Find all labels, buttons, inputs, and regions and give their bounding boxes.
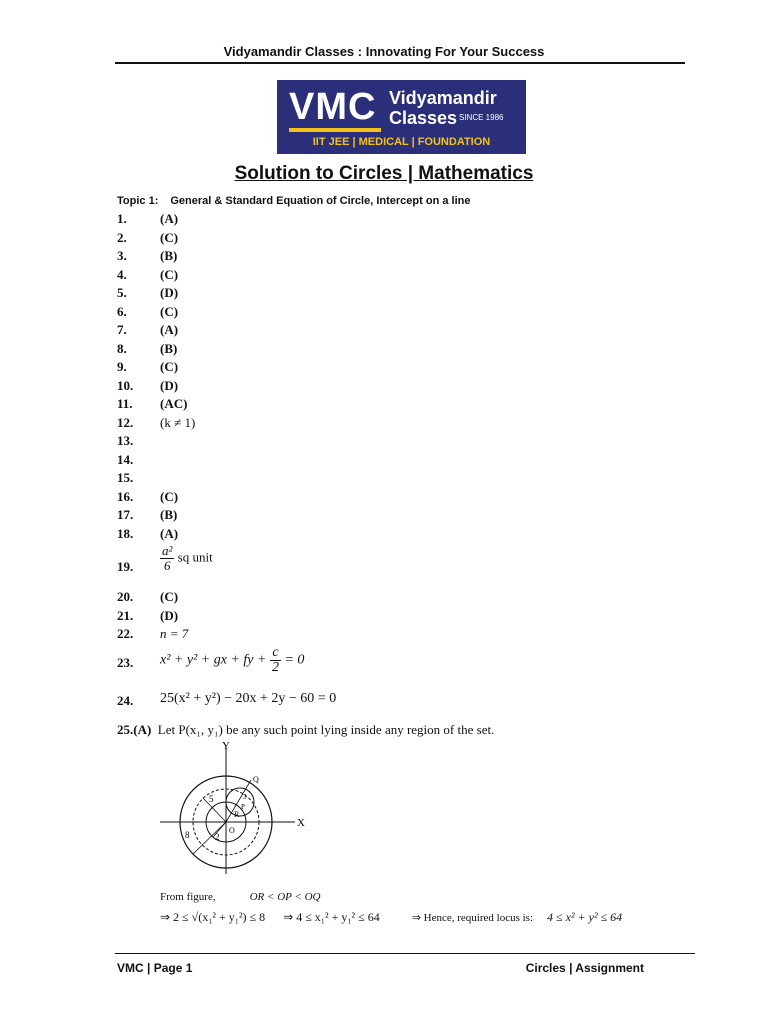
answer-value: (D) xyxy=(160,377,179,393)
answer-number: 10. xyxy=(117,377,134,393)
answer-number: 14. xyxy=(117,451,134,467)
answer-number: 6. xyxy=(117,303,127,319)
answer-value: (C) xyxy=(160,303,179,319)
answer-number: 7. xyxy=(117,322,127,337)
page-title: Solution to Circles | Mathematics xyxy=(234,163,534,184)
locus-step-1: ⇒ 2 ≤ √(x₁² + y₁²) ≤ 8 xyxy=(160,910,266,924)
answer-number: 8. xyxy=(117,340,127,356)
answer-number: 4. xyxy=(117,266,127,282)
label-p: P xyxy=(241,803,245,811)
topic-text: General & Standard Equation of Circle, Intercept on a line xyxy=(170,195,471,207)
concentric-circles-figure xyxy=(155,738,315,878)
from-figure-expr: OR < OP < OQ xyxy=(249,891,321,903)
radius-outer xyxy=(193,822,226,854)
label-o: O xyxy=(229,826,235,835)
answer-number: 2. xyxy=(117,229,127,245)
logo-name xyxy=(389,88,497,128)
fraction-denominator: 6 xyxy=(163,558,171,573)
locus-step-2: ⇒ 4 ≤ x₁² + y₁² ≤ 64 xyxy=(283,910,380,924)
answer-number: 11. xyxy=(117,396,133,411)
answer-number: 9. xyxy=(117,359,127,374)
answer-value: (D) xyxy=(160,607,179,623)
equation-lhs: x² + y² + gx + fy + xyxy=(160,652,267,668)
locus-step-3: ⇒ Hence, required locus is: xyxy=(411,912,534,924)
fraction xyxy=(160,544,174,573)
answer-number: 20. xyxy=(117,589,134,604)
answer-value: (B) xyxy=(160,507,178,522)
answer-number: 21. xyxy=(117,607,134,623)
answer-number: 3. xyxy=(117,248,127,263)
answer-number: 18. xyxy=(117,525,134,541)
topic-heading xyxy=(117,195,470,207)
answer-number: 16. xyxy=(117,488,134,504)
answer-value: (A) xyxy=(160,322,179,337)
locus-derivation xyxy=(160,910,622,925)
from-figure-label: From figure, xyxy=(160,891,216,903)
label-radius-5: 5 xyxy=(209,794,214,804)
vmc-logo xyxy=(277,80,526,154)
label-r: R xyxy=(234,810,240,819)
logo-letters: VMC xyxy=(289,86,377,128)
logo-name-line1: Vidyamandir xyxy=(389,88,497,108)
topic-label: Topic 1: xyxy=(117,195,159,207)
question-25 xyxy=(117,722,494,738)
equation-23 xyxy=(160,646,304,675)
answer-number: 19. xyxy=(117,559,134,574)
answer-value xyxy=(160,544,213,573)
answer-number: 24. xyxy=(117,693,134,708)
fraction xyxy=(270,646,281,675)
answer-value: (C) xyxy=(160,359,179,374)
answer-value: (C) xyxy=(160,229,179,245)
page-header: Vidyamandir Classes : Innovating For Your Success xyxy=(223,44,545,59)
fraction-numerator: a² xyxy=(162,543,173,558)
header-rule xyxy=(115,62,685,64)
answer-value: (A) xyxy=(160,525,179,541)
locus-result: 4 ≤ x² + y² ≤ 64 xyxy=(547,910,623,924)
logo-underline xyxy=(289,128,381,132)
answer-number: 22. xyxy=(117,626,134,641)
answer-value: n = 7 xyxy=(160,626,189,641)
answer-number: 12. xyxy=(117,414,134,430)
answer-value: (C) xyxy=(160,589,179,604)
footer-left: VMC | Page 1 xyxy=(117,961,193,975)
logo-tagline: IIT JEE | MEDICAL | FOUNDATION xyxy=(312,136,491,148)
answer-number: 15. xyxy=(117,470,134,485)
from-figure-line xyxy=(160,891,320,903)
answer-value: (AC) xyxy=(160,396,188,411)
answer-value: (B) xyxy=(160,340,178,356)
footer-right: Circles | Assignment xyxy=(525,961,644,975)
label-radius-2: 2 xyxy=(215,832,220,842)
label-q: Q xyxy=(253,775,259,784)
fraction-numerator: c xyxy=(270,646,281,661)
answer-number: 1. xyxy=(117,211,127,226)
answer-value: (A) xyxy=(160,211,179,226)
answer-value: (D) xyxy=(160,285,179,300)
logo-since: SINCE 1986 xyxy=(459,113,504,122)
logo-name-line2: Classes xyxy=(389,108,458,128)
answer-number: 5. xyxy=(117,285,127,300)
answer-unit: sq unit xyxy=(177,549,213,565)
answer-value: (k ≠ 1) xyxy=(160,414,196,430)
question-label: 25.(A) xyxy=(117,722,152,737)
equation-rhs: = 0 xyxy=(284,652,305,668)
footer-rule xyxy=(115,953,695,954)
answer-value: (C) xyxy=(160,488,179,504)
answer-number: 17. xyxy=(117,507,134,522)
equation-24: 25(x² + y²) − 20x + 2y − 60 = 0 xyxy=(160,691,337,706)
label-radius-8: 8 xyxy=(185,830,190,840)
fraction-denominator: 2 xyxy=(271,660,279,675)
answer-number: 13. xyxy=(117,433,134,448)
label-radius-3: 3 xyxy=(243,793,247,801)
question-text: Let P(x₁, y₁) be any such point lying inside any region of the set. xyxy=(157,722,495,737)
answer-value: (C) xyxy=(160,266,179,282)
axis-y-label: Y xyxy=(222,740,230,752)
answer-number: 23. xyxy=(117,655,134,670)
answer-value: (B) xyxy=(160,248,178,263)
axis-x-label: X xyxy=(297,817,305,829)
